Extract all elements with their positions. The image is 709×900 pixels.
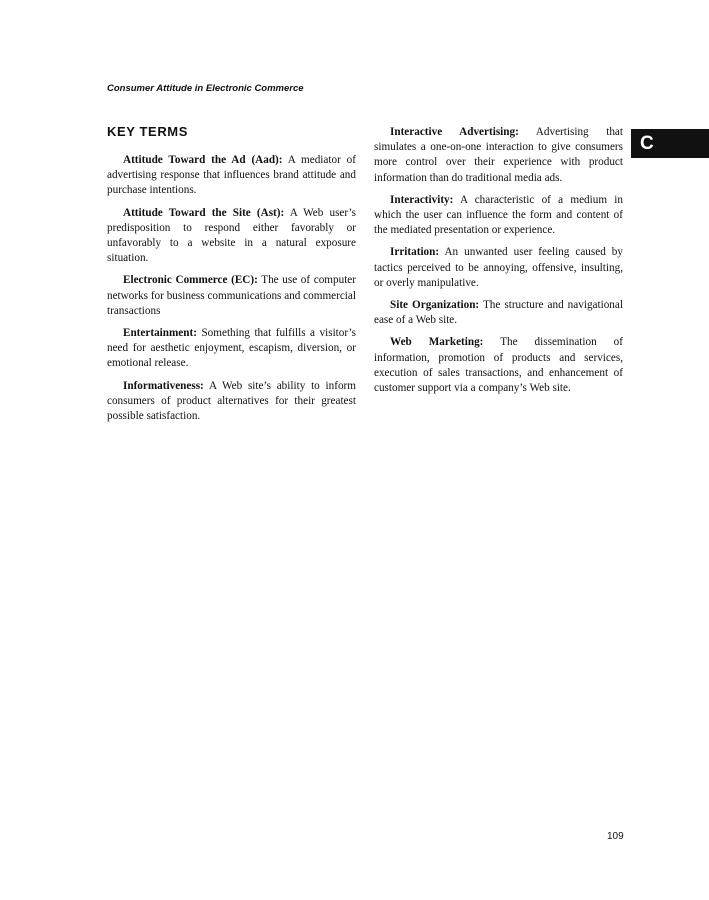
term-definition: A Web user’s predisposition to respond either favorably or unfavorably to a website in a natural exposure situation. <box>107 206 356 265</box>
term-name: Attitude Toward the Site (Ast): <box>123 206 285 219</box>
term-entry <box>107 379 356 425</box>
key-terms-right-column <box>374 125 623 403</box>
term-entry <box>374 335 623 396</box>
term-definition: The dissemination of information, promotion of products and services, execution of sales transactions, and enhancement of customer support via a company’s Web site. <box>374 336 623 395</box>
section-heading: KEY TERMS <box>107 124 189 139</box>
term-entry <box>374 125 623 186</box>
page-number: 109 <box>607 831 624 842</box>
term-entry <box>107 153 356 199</box>
term-entry <box>107 206 356 267</box>
term-name: Irritation: <box>390 246 440 259</box>
term-name: Informativeness: <box>123 379 204 392</box>
term-name: Entertainment: <box>123 327 197 340</box>
term-name: Interactivity: <box>390 193 454 206</box>
term-name: Site Organization: <box>390 299 480 312</box>
term-name: Interactive Advertising: <box>390 126 519 138</box>
term-name: Attitude Toward the Ad (Aad): <box>123 154 283 166</box>
term-entry <box>374 298 623 328</box>
section-thumb-tab: C <box>631 129 709 158</box>
term-entry <box>374 193 623 239</box>
term-definition: A mediator of advertising response that influences brand attitude and purchase intentions. <box>107 154 356 197</box>
term-definition: Advertising that simulates a one-on-one interaction to give consumers more control over their experience with product information than do traditional media ads. <box>374 126 623 184</box>
term-entry <box>107 273 356 319</box>
term-definition: A characteristic of a medium in which the user can influence the form and content of the mediated presentation or experience. <box>374 193 623 237</box>
term-definition: An unwanted user feeling caused by tactics perceived to be annoying, offensive, insulting, or overly manipulative. <box>374 246 623 289</box>
term-name: Electronic Commerce (EC): <box>123 274 258 287</box>
term-name: Web Marketing: <box>390 336 484 349</box>
term-entry <box>107 326 356 372</box>
term-definition: Something that fulfills a visitor’s need for aesthetic enjoyment, escapism, diversion, or emotional release. <box>107 327 356 370</box>
term-definition: A Web site’s ability to inform consumers of product alternatives for their greatest possible satisfaction. <box>107 379 356 423</box>
key-terms-left-column <box>107 124 356 431</box>
term-entry <box>374 245 623 291</box>
running-head: Consumer Attitude in Electronic Commerce <box>107 83 304 94</box>
term-definition: The use of computer networks for business communications and commercial transactions <box>107 274 356 317</box>
term-definition: The structure and navigational ease of a Web site. <box>374 299 623 327</box>
